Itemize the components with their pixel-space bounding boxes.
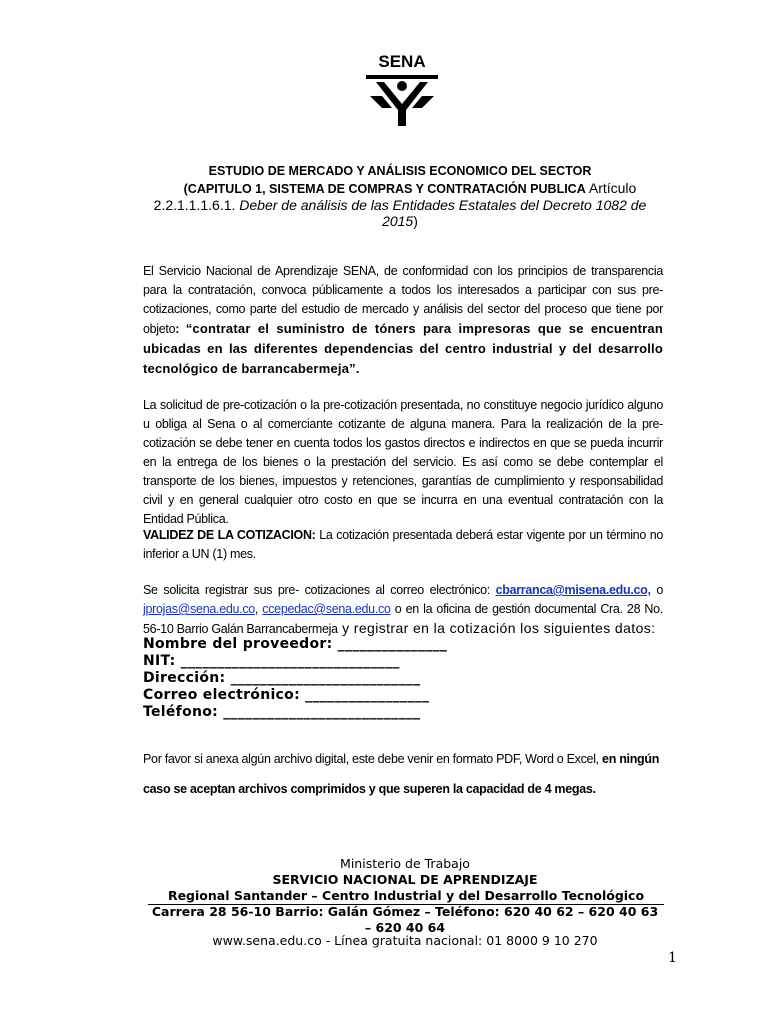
field-email: Correo electrónico: _________________	[143, 687, 430, 703]
field-nit: NIT: ______________________________	[143, 653, 400, 669]
page-number: 1	[668, 950, 677, 966]
document-title: ESTUDIO DE MERCADO Y ANÁLISIS ECONOMICO DEL SECTOR	[208, 164, 592, 178]
conditions-paragraph: La solicitud de pre-cotización o la pre-cotización presentada, no constituye negocio jurídico alguno u obliga al Sena o al comerciante cotizante de alguna manera. Para la realización de la pre-cotización se debe tener en cuenta todos los gastos directos e indirectos en que se pueda incurrir en la entrega de los bienes o la prestación del servicio. Es así como se debe contemplar el transporte de los bienes, impuestos y retenciones, garantías de cumplimiento y responsabilidad civil y en general cualquier otro costo en que se incurra en una eventual contratación con la Entidad Pública.	[143, 398, 663, 526]
decree-reference: 2.2.1.1.1.6.1. Deber de análisis de las Entidades Estatales del Decreto 1082 de 2015)	[153, 197, 647, 229]
attachment-paragraph: Por favor si anexa algún archivo digital, este debe venir en formato PDF, Word o Excel, en ningún caso se aceptan archivos comprimidos y que superen la capacidad de 4 megas.	[143, 752, 660, 796]
footer-ministry: Ministerio de Trabajo	[340, 856, 470, 871]
field-address: Dirección: __________________________	[143, 670, 421, 686]
required-fields	[143, 636, 447, 721]
email-link-cbarranca[interactable]: cbarranca@misena.edu.co,	[495, 583, 651, 597]
sena-logo	[362, 48, 442, 128]
intro-paragraph: El Servicio Nacional de Aprendizaje SENA, de conformidad con los principios de transparencia para la contratación, convoca públicamente a todos los interesados a participar con sus pre- cotizaciones, como parte del estudio de mercado y análisis del sector del proceso que tiene por objeto: “contratar el suministro de tóners para impresoras que se encuentran ubicadas en las diferentes dependencias del centro industrial y del desarrollo tecnológico de barrancabermeja”.	[143, 264, 663, 376]
contract-object: “contratar el suministro de tóners para impresoras que se encuentran ubicadas en las diferentes dependencias del centro industrial y del desarrollo tecnológico de barrancabermeja”.	[143, 321, 663, 376]
footer-regional: Regional Santander – Centro Industrial y del Desarrollo Tecnológico	[148, 888, 664, 905]
field-provider-name: Nombre del proveedor: _______________	[143, 636, 448, 652]
footer-phone-extra: – 620 40 64	[364, 920, 446, 935]
footer-institution: SERVICIO NACIONAL DE APRENDIZAJE	[272, 872, 538, 887]
email-link-jprojas[interactable]: jprojas@sena.edu.co	[143, 602, 255, 616]
document-subtitle: (CAPITULO 1, SISTEMA DE COMPRAS Y CONTRATACIÓN PUBLICA Artículo	[183, 180, 637, 196]
field-phone: Teléfono: ___________________________	[143, 704, 421, 720]
validity-paragraph: VALIDEZ DE LA COTIZACION: La cotización presentada deberá estar vigente por un término no inferior a UN (1) mes.	[143, 528, 663, 561]
sena-logo-text: SENA	[378, 52, 426, 71]
email-link-ccepedac[interactable]: ccepedac@sena.edu.co	[262, 602, 391, 616]
submission-paragraph: Se solicita registrar sus pre- cotizaciones al correo electrónico: cbarranca@misena.edu.co, o jprojas@sena.edu.co, ccepedac@sena.edu.co o en la oficina de gestión documental Cra. 28 No. 56-10 Barrio Galán Barrancabermeja y registrar en la cotización los siguientes datos:	[143, 583, 663, 636]
footer-address: Carrera 28 56-10 Barrio: Galán Gómez – Teléfono: 620 40 62 – 620 40 63	[151, 904, 659, 919]
footer-website: www.sena.edu.co - Línea gratuita nacional: 01 8000 9 10 270	[212, 933, 598, 948]
